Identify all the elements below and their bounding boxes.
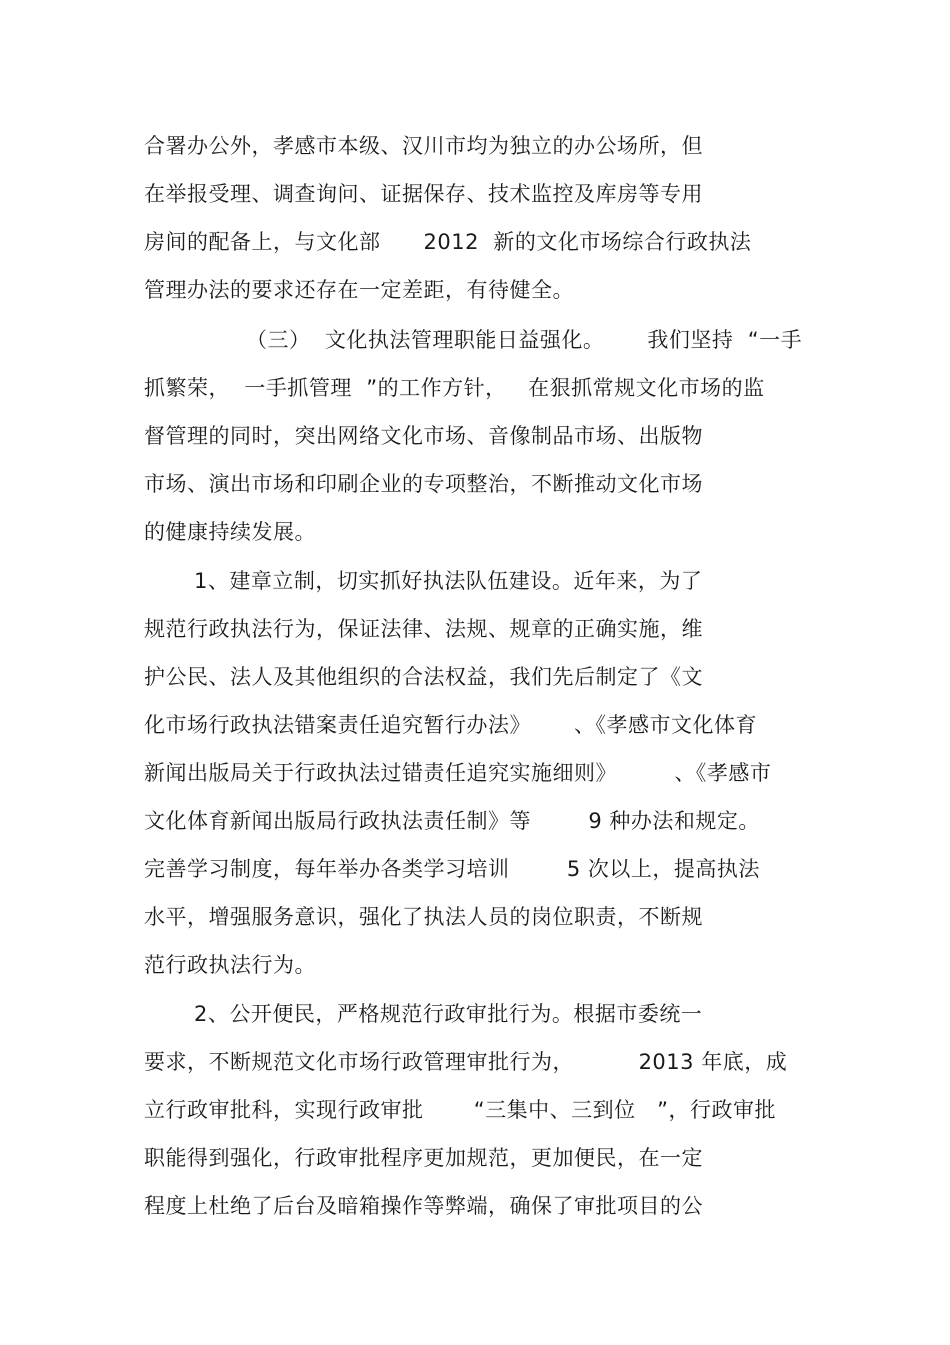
text-line: 文化体育新闻出版局行政执法责任制》等 9 种办法和规定。 [144, 809, 760, 833]
text-line: 抓繁荣， 一手抓管理 ”的工作方针， 在狠抓常规文化市场的监 [144, 376, 765, 400]
text-line: 市场、演出市场和印刷企业的专项整治，不断推动文化市场 [144, 472, 703, 496]
text-line: 职能得到强化，行政审批程序更加规范，更加便民，在一定 [144, 1146, 703, 1170]
text-line: 立行政审批科，实现行政审批 “三集中、三到位 ”，行政审批 [144, 1098, 777, 1122]
section-heading-line: （三） 文化执法管理职能日益强化。 我们坚持 “一手 [246, 328, 803, 352]
text-line: 房间的配备上，与文化部 2012 新的文化市场综合行政执法 [144, 230, 752, 254]
paragraph-start-line: 1、建章立制，切实抓好执法队伍建设。近年来，为了 [194, 569, 703, 593]
paragraph-start-line: 2、公开便民，严格规范行政审批行为。根据市委统一 [194, 1002, 703, 1026]
text-line: 护公民、法人及其他组织的合法权益，我们先后制定了《文 [144, 665, 703, 689]
text-line: 新闻出版局关于行政执法过错责任追究实施细则》 、《孝感市 [144, 761, 772, 785]
text-line: 化市场行政执法错案责任追究暂行办法》 、《孝感市文化体育 [144, 713, 758, 737]
text-line: 规范行政执法行为，保证法律、法规、规章的正确实施，维 [144, 617, 703, 641]
text-line: 合署办公外，孝感市本级、汉川市均为独立的办公场所，但 [144, 134, 703, 158]
text-line: 要求，不断规范文化市场行政管理审批行为， 2013 年底，成 [144, 1050, 788, 1074]
text-line: 范行政执法行为。 [144, 953, 316, 977]
text-line: 督管理的同时，突出网络文化市场、音像制品市场、出版物 [144, 424, 703, 448]
text-line: 的健康持续发展。 [144, 520, 316, 544]
text-line: 水平，增强服务意识，强化了执法人员的岗位职责，不断规 [144, 905, 703, 929]
text-line: 管理办法的要求还存在一定差距，有待健全。 [144, 278, 574, 302]
text-line: 完善学习制度，每年举办各类学习培训 5 次以上，提高执法 [144, 857, 760, 881]
text-line: 程度上杜绝了后台及暗箱操作等弊端，确保了审批项目的公 [144, 1194, 703, 1218]
text-line: 在举报受理、调查询问、证据保存、技术监控及库房等专用 [144, 182, 703, 206]
